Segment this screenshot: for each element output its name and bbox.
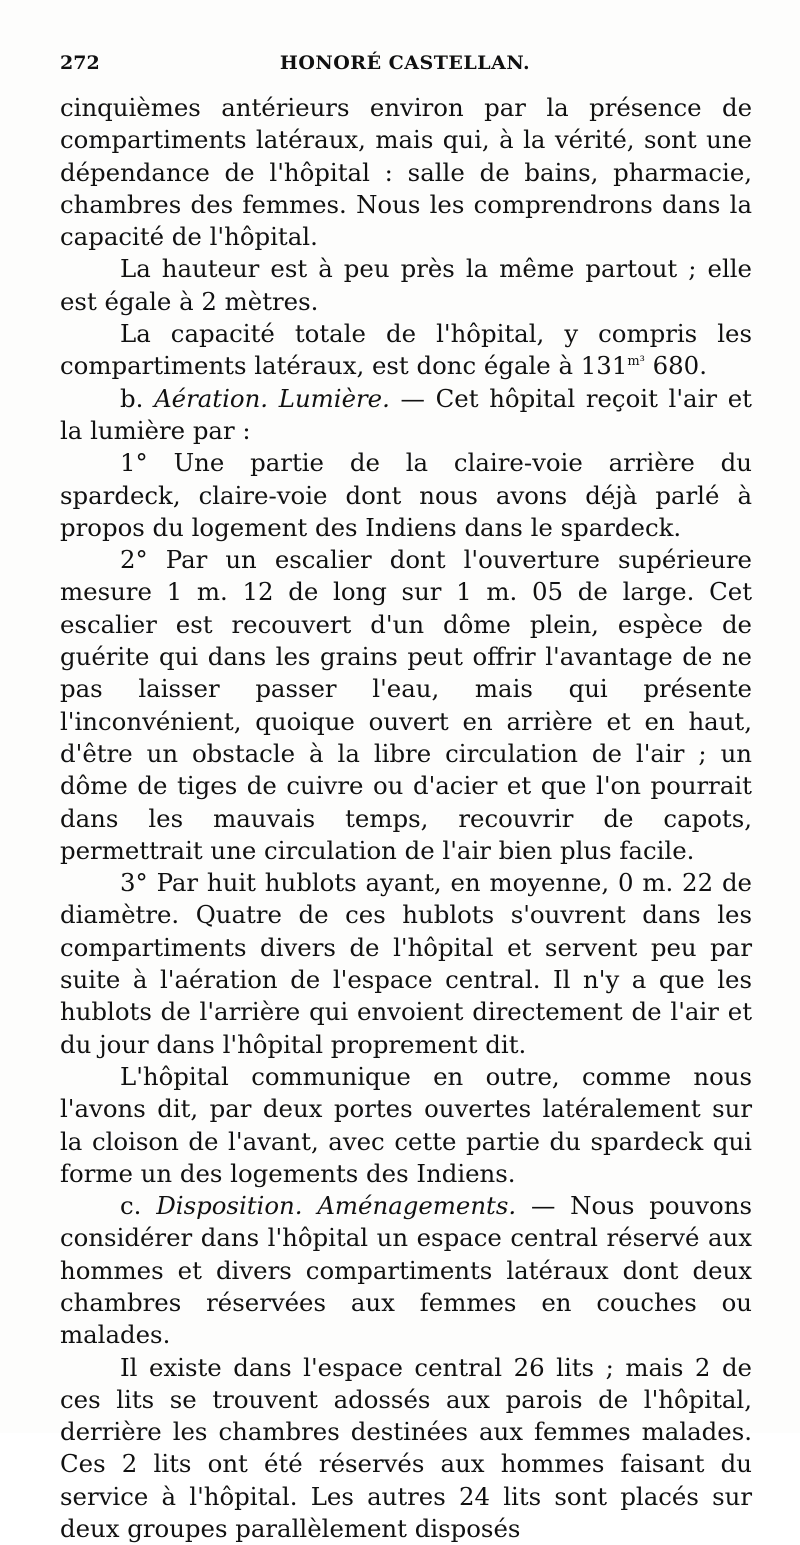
paragraph-capacity (60, 318, 752, 383)
paragraph-item-3: 3° Par huit hublots ayant, en moyenne, 0 m. 22 de diamètre. Quatre de ces hublots s'ouvrent dans les compartiments divers de l'hôpital et servent peu par suite à l'aération de l'espace central. Il n'y a que les hublots de l'arrière qui envoient directement de l'air et du jour dans l'hôpital proprement dit. (60, 868, 752, 1059)
section-c-title: Disposition. Aménagements. (156, 1191, 517, 1221)
paragraph-communication: L'hôpital communique en outre, comme nous l'avons dit, par deux portes ouvertes latéralement sur la cloison de l'avant, avec cette partie du spardeck qui forme un des logements des Indiens. (60, 1061, 752, 1188)
section-b-title: Aération. Lumière. (154, 383, 390, 413)
capacity-text: La capacité totale de l'hôpital, y compris les compartiments latéraux, est donc égale à 131 (60, 319, 752, 381)
capacity-value: 680. (644, 351, 707, 381)
page-number: 272 (60, 52, 100, 74)
section-c-heading (60, 1190, 752, 1351)
running-title: HONORÉ CASTELLAN. (279, 52, 531, 74)
paragraph-height: La hauteur est à peu près la même partout ; elle est égale à 2 mètres. (60, 254, 752, 316)
cubic-meter-superscript: m³ (627, 354, 645, 370)
section-c-text: — Nous pouvons considérer dans l'hôpital un espace central réservé aux hommes et divers compartiments latéraux dont deux chambres réservées aux femmes en couches ou malades. (60, 1191, 752, 1350)
paragraph-beds: Il existe dans l'espace central 26 lits ; mais 2 de ces lits se trouvent adossés aux parois de l'hôpital, derrière les chambres destinées aux femmes malades. Ces 2 lits ont été réservés aux hommes faisant du service à l'hôpital. Les autres 24 lits sont placés sur deux groupes parallèlement disposés (60, 1352, 752, 1544)
body-text (60, 92, 752, 1545)
paragraph-item-2: 2° Par un escalier dont l'ouverture supérieure mesure 1 m. 12 de long sur 1 m. 05 de large. Cet escalier est recouvert d'un dôme plein, espèce de guérite qui dans les grains peut offrir l'avantage de ne pas laisser passer l'eau, mais qui présente l'inconvénient, quoique ouvert en arrière et en haut, d'être un obstacle à la libre circulation de l'air ; un dôme de tiges de cuivre ou d'acier et que l'on pourrait dans les mauvais temps, recouvrir de capots, permettrait une circulation de l'air bien plus facile. (60, 545, 752, 865)
paragraph-item-1: 1° Une partie de la claire-voie arrière du spardeck, claire-voie dont nous avons déjà parlé à propos du logement des Indiens dans le spardeck. (60, 448, 752, 542)
section-b-heading (60, 383, 752, 448)
paragraph-continuation: cinquièmes antérieurs environ par la présence de compartiments latéraux, mais qui, à la vérité, sont une dépendance de l'hôpital : salle de bains, pharmacie, chambres des femmes. Nous les comprendrons dans la capacité de l'hôpital. (60, 93, 752, 252)
section-c-letter: c. (120, 1191, 142, 1221)
section-b-text: — Cet hôpital reçoit l'air et la lumière par : (60, 383, 752, 445)
section-b-letter: b. (120, 383, 144, 413)
running-head (60, 52, 750, 82)
